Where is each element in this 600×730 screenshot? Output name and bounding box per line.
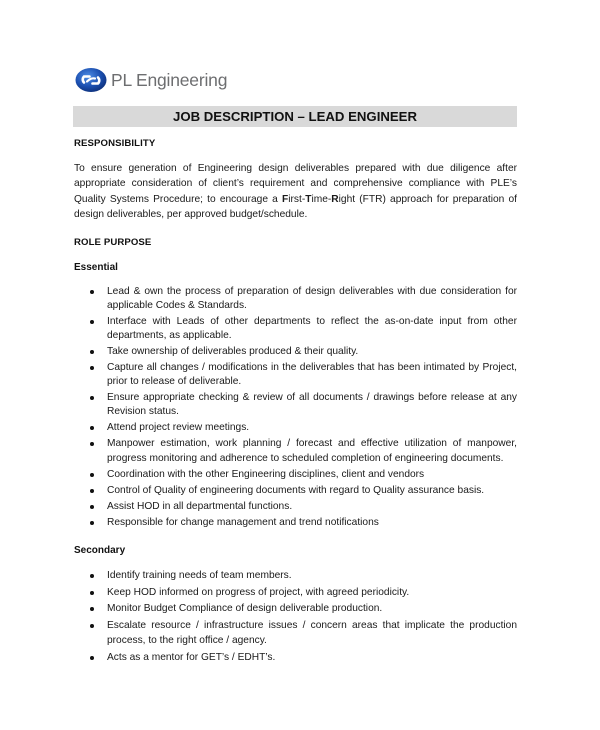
list-item: Capture all changes / modifications in the deliverables that has been intimated by Project, prior to release of deliverable.	[74, 361, 517, 389]
document-title: JOB DESCRIPTION – LEAD ENGINEER	[172, 109, 417, 124]
company-name: PL Engineering	[111, 69, 228, 90]
responsibility-heading: RESPONSIBILITY	[74, 138, 156, 149]
essential-list	[74, 285, 517, 530]
list-item: Responsible for change management and trend notifications	[74, 516, 517, 530]
list-item: Coordination with the other Engineering disciplines, client and vendors	[74, 468, 517, 482]
secondary-heading: Secondary	[74, 544, 126, 556]
list-item: Keep HOD informed on progress of project, with agreed periodicity.	[74, 586, 517, 601]
role-purpose-heading: ROLE PURPOSE	[74, 236, 152, 248]
list-item: Escalate resource / infrastructure issues / concern areas that implicate the production process, to the right office / agency.	[74, 619, 517, 648]
company-logo	[75, 66, 227, 94]
list-item: Ensure appropriate checking & review of all documents / drawings before release at any Revision status.	[74, 391, 517, 419]
list-item: Interface with Leads of other departments to reflect the as-on-date input from other departments, as applicable.	[74, 315, 517, 343]
essential-heading: Essential	[74, 261, 118, 273]
responsibility-paragraph: To ensure generation of Engineering design deliverables prepared with due diligence after appropriate consideration of client’s requirement and comprehensive compliance with PLE’s Quality Systems Procedure; to encourage a First-Time-Right (FTR) approach for preparation of design deliverables, per approved budget/schedule.	[74, 163, 518, 221]
list-item: Attend project review meetings.	[74, 421, 517, 435]
list-item: Manpower estimation, work planning / forecast and effective utilization of manpower, progress monitoring and adherence to scheduled completion of engineering documents.	[74, 437, 517, 465]
list-item: Assist HOD in all departmental functions.	[74, 500, 517, 514]
pl-engineering-logo-icon	[75, 67, 107, 93]
list-item: Control of Quality of engineering documents with regard to Quality assurance basis.	[74, 484, 517, 498]
document-title-bar	[73, 106, 517, 127]
list-item: Acts as a mentor for GET’s / EDHT’s.	[74, 651, 517, 666]
list-item: Take ownership of deliverables produced & their quality.	[74, 345, 517, 359]
list-item: Monitor Budget Compliance of design deliverable production.	[74, 602, 517, 617]
list-item: Identify training needs of team members.	[74, 569, 517, 584]
document-body	[74, 136, 517, 667]
secondary-list	[74, 569, 517, 665]
list-item: Lead & own the process of preparation of design deliverables with due consideration for applicable Codes & Standards.	[74, 285, 517, 313]
